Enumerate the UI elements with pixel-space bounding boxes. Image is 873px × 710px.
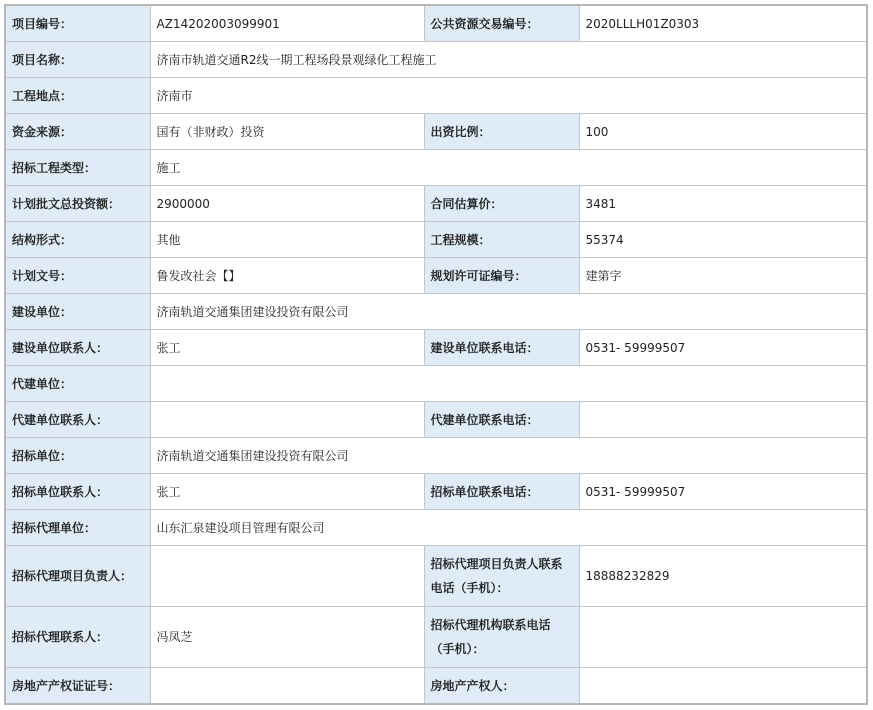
builder-phone-value: 0531- 59999507 [579,330,867,366]
proxy-builder-label: 代建单位： [5,366,150,402]
structure-label: 结构形式： [5,222,150,258]
proxy-phone-label: 代建单位联系电话： [424,402,579,438]
structure-value: 其他 [150,222,424,258]
table-row [5,402,867,438]
table-row [5,222,867,258]
project-no-label: 项目编号： [5,5,150,42]
bid-type-value: 施工 [150,150,867,186]
planning-permit-no-value: 建第字 [579,258,867,294]
agency-label: 招标代理单位： [5,510,150,546]
contract-estimate-label: 合同估算价： [424,186,579,222]
location-label: 工程地点： [5,78,150,114]
table-row [5,366,867,402]
agency-manager-value [150,546,424,607]
project-name-label: 项目名称： [5,42,150,78]
builder-phone-label: 建设单位联系电话： [424,330,579,366]
property-owner-label: 房地产产权人： [424,668,579,705]
tenderer-label: 招标单位： [5,438,150,474]
trade-no-value: 2020LLLH01Z0303 [579,5,867,42]
plan-doc-no-label: 计划文号： [5,258,150,294]
table-row [5,510,867,546]
agency-org-phone-label: 招标代理机构联系电话（手机）： [424,607,579,668]
table-row [5,114,867,150]
planning-permit-no-label: 规划许可证编号： [424,258,579,294]
agency-contact-value: 冯凤芝 [150,607,424,668]
agency-manager-label: 招标代理项目负责人： [5,546,150,607]
agency-manager-phone-value: 18888232829 [579,546,867,607]
fund-source-label: 资金来源： [5,114,150,150]
builder-label: 建设单位： [5,294,150,330]
table-row [5,42,867,78]
table-row [5,150,867,186]
table-row [5,5,867,42]
tenderer-phone-value: 0531- 59999507 [579,474,867,510]
table-row [5,186,867,222]
proxy-contact-label: 代建单位联系人： [5,402,150,438]
agency-org-phone-value [579,607,867,668]
table-row [5,330,867,366]
tenderer-contact-value: 张工 [150,474,424,510]
location-value: 济南市 [150,78,867,114]
tenderer-phone-label: 招标单位联系电话： [424,474,579,510]
scale-label: 工程规模： [424,222,579,258]
plan-doc-no-value: 鲁发改社会【】 [150,258,424,294]
fund-ratio-label: 出资比例： [424,114,579,150]
approved-investment-value: 2900000 [150,186,424,222]
agency-manager-phone-label: 招标代理项目负责人联系电话（手机）： [424,546,579,607]
tenderer-contact-label: 招标单位联系人： [5,474,150,510]
table-row [5,438,867,474]
table-row [5,668,867,705]
project-info-table [4,4,868,705]
table-row [5,294,867,330]
project-no-value: AZ14202003099901 [150,5,424,42]
table-row [5,546,867,607]
project-name-value: 济南市轨道交通R2线一期工程场段景观绿化工程施工 [150,42,867,78]
fund-ratio-value: 100 [579,114,867,150]
scale-value: 55374 [579,222,867,258]
table-row [5,474,867,510]
builder-contact-label: 建设单位联系人： [5,330,150,366]
builder-contact-value: 张工 [150,330,424,366]
proxy-contact-value [150,402,424,438]
agency-contact-label: 招标代理联系人： [5,607,150,668]
bid-type-label: 招标工程类型： [5,150,150,186]
builder-value: 济南轨道交通集团建设投资有限公司 [150,294,867,330]
proxy-builder-value [150,366,867,402]
fund-source-value: 国有（非财政）投资 [150,114,424,150]
table-row [5,258,867,294]
contract-estimate-value: 3481 [579,186,867,222]
table-row [5,607,867,668]
proxy-phone-value [579,402,867,438]
table-row [5,78,867,114]
property-cert-no-label: 房地产产权证证号： [5,668,150,705]
property-owner-value [579,668,867,705]
agency-value: 山东汇泉建设项目管理有限公司 [150,510,867,546]
trade-no-label: 公共资源交易编号： [424,5,579,42]
approved-investment-label: 计划批文总投资额： [5,186,150,222]
property-cert-no-value [150,668,424,705]
tenderer-value: 济南轨道交通集团建设投资有限公司 [150,438,867,474]
